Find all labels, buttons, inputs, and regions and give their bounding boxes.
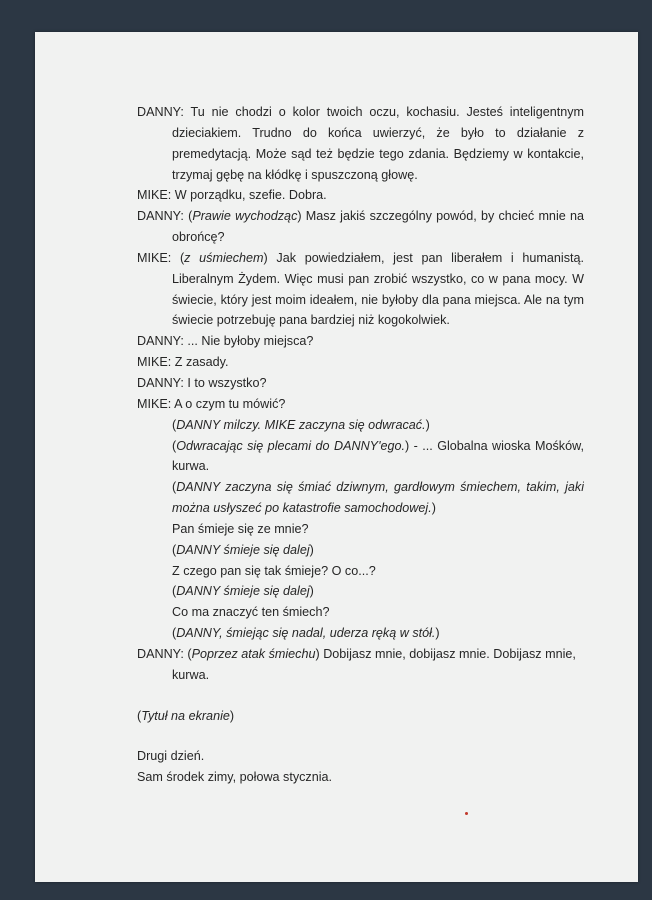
stage-direction-text: Prawie wychodząc (192, 209, 298, 224)
dialogue-text: ) - ... Globalna wioska Mośków, (404, 438, 584, 453)
dialogue-text: Liberalnym Żydem. Więc musi pan zrobić wszystko, co w pana mocy. W (172, 271, 584, 286)
stage-direction-text: Odwracając się plecami do DANNY'ego. (176, 438, 405, 453)
dialogue-text: DANNY: I to wszystko? (137, 375, 267, 390)
blank-line (137, 686, 584, 706)
text-line (137, 561, 584, 582)
text-line (137, 644, 584, 665)
dialogue-text: MIKE: W porządku, szefie. Dobra. (137, 188, 327, 203)
text-line (137, 498, 584, 519)
text-line (137, 352, 584, 373)
text-line (137, 310, 584, 331)
text-line (137, 290, 584, 311)
text-line (137, 456, 584, 477)
stage-direction-text: DANNY śmieje się dalej (176, 542, 310, 557)
dialogue-text: MIKE: Z zasady. (137, 355, 229, 370)
dialogue-text: świecie, który jest moim ideałem, nie byłoby dla pana miejsca. Ale na tym (172, 292, 584, 307)
text-line (137, 206, 584, 227)
dialogue-text: trzymaj gębę na kłódkę i spuszczoną głowę. (172, 167, 418, 182)
stage-direction-text: Poprzez atak śmiechu (191, 646, 316, 661)
text-line (137, 415, 584, 436)
text-line (137, 123, 584, 144)
dialogue-text: DANNY: ( (137, 209, 193, 224)
dialogue-text: ) Masz jakiś szczególny powód, by chcieć mnie na (297, 209, 584, 224)
dialogue-text: ( (172, 542, 177, 557)
text-line (137, 185, 584, 206)
stage-direction-text: Tytuł na ekranie (141, 708, 230, 723)
dialogue-text: premedytacją. Może sąd też będzie tego zdania. Będziemy w kontakcie, (172, 146, 584, 161)
dialogue-text: ( (172, 626, 177, 641)
dialogue-text: Sam środek zimy, połowa stycznia. (137, 770, 333, 785)
stage-direction-text: DANNY milczy. MIKE zaczyna się odwracać. (176, 417, 426, 432)
dialogue-text: DANNY: ... Nie byłoby miejsca? (137, 334, 314, 349)
dialogue-text: kurwa. (172, 459, 210, 474)
stage-direction-text: można usłyszeć po katastrofie samochodowej. (172, 501, 432, 516)
text-line (137, 767, 584, 788)
dialogue-text: ) (425, 417, 430, 432)
dialogue-text: ( (137, 708, 142, 723)
text-line (137, 144, 584, 165)
stage-direction-text: DANNY zaczyna się śmiać dziwnym, gardłowym śmiechem, takim, jaki (176, 480, 584, 495)
dialogue-text: Drugi dzień. (137, 749, 205, 764)
dialogue-text: ( (172, 480, 177, 495)
text-line (137, 102, 584, 123)
dialogue-text: ) Jak powiedziałem, jest pan liberałem i humanistą. (263, 250, 584, 265)
dialogue-text: ) (435, 626, 440, 641)
text-line (137, 540, 584, 561)
dialogue-text: kurwa. (172, 667, 210, 682)
text-line (137, 623, 584, 644)
dialogue-text: DANNY: ( (137, 646, 192, 661)
blank-line (137, 726, 584, 746)
text-line (137, 665, 584, 686)
text-line (137, 477, 584, 498)
text-line (137, 331, 584, 352)
dialogue-text: Pan śmieje się ze mnie? (172, 521, 309, 536)
dialogue-text: MIKE: ( (137, 250, 185, 265)
ink-speck (465, 812, 468, 815)
text-line (137, 394, 584, 415)
dialogue-text: dzieciakiem. Trudno do końca uwierzyć, że było to działanie z (172, 125, 584, 140)
script-text (137, 32, 584, 788)
text-line (137, 519, 584, 540)
dialogue-text: Co ma znaczyć ten śmiech? (172, 605, 330, 620)
text-line (137, 746, 584, 767)
text-line (137, 227, 584, 248)
dialogue-text: ) (431, 501, 436, 516)
text-line (137, 269, 584, 290)
stage-direction-text: z uśmiechem (184, 250, 264, 265)
stage-direction-text: DANNY śmieje się dalej (176, 584, 310, 599)
dialogue-text: DANNY: Tu nie chodzi o kolor twoich oczu, kochasiu. Jesteś inteligentnym (137, 105, 584, 119)
text-line (137, 248, 584, 269)
text-line (137, 581, 584, 602)
dialogue-text: ( (172, 438, 177, 453)
dialogue-text: ( (172, 584, 177, 599)
dialogue-text: ) (309, 542, 314, 557)
dialogue-text: świecie potrzebuję pana bardziej niż kogokolwiek. (172, 313, 450, 328)
stage-direction-text: DANNY, śmiejąc się nadal, uderza ręką w stół. (176, 626, 436, 641)
document-page (35, 32, 638, 882)
dialogue-text: ( (172, 417, 177, 432)
text-line (137, 706, 584, 727)
dialogue-text: ) (309, 584, 314, 599)
dialogue-text: Z czego pan się tak śmieje? O co...? (172, 563, 376, 578)
dialogue-text: ) (229, 708, 235, 723)
dialogue-text: ) Dobijasz mnie, dobijasz mnie. Dobijasz mnie, (315, 646, 576, 661)
dialogue-text: obrońcę? (172, 230, 225, 245)
text-line (137, 436, 584, 457)
dialogue-text: MIKE: A o czym tu mówić? (137, 396, 286, 411)
text-line (137, 602, 584, 623)
text-line (137, 373, 584, 394)
text-line (137, 165, 584, 186)
